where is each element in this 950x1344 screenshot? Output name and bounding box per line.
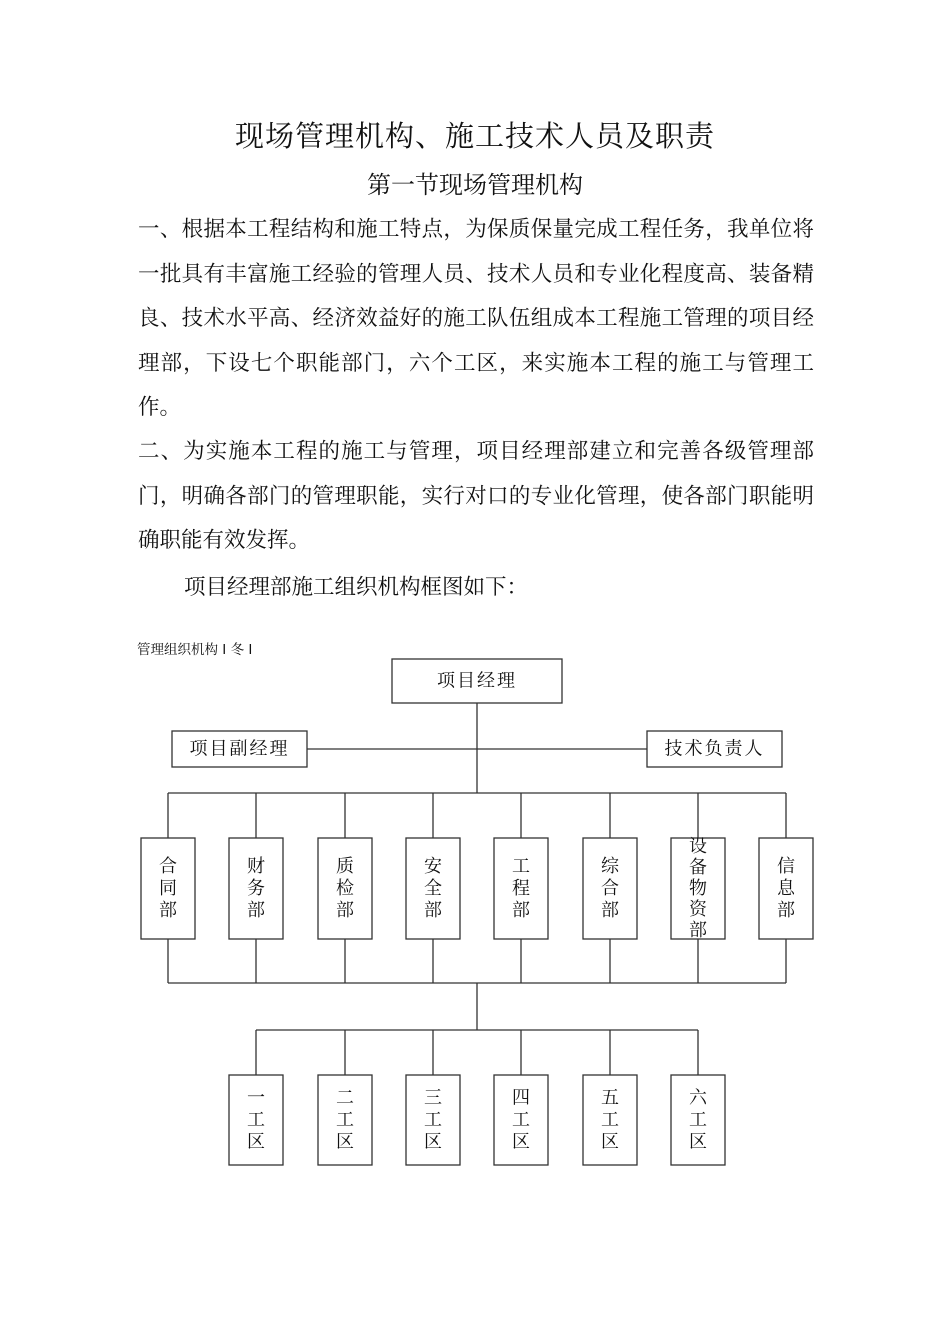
paragraph-1: 一、根据本工程结构和施工特点，为保质保量完成工程任务，我单位将一批具有丰富施工经验的管理人员、技术人员和专业化程度高、装备精良、技术水平高、经济效益好的施工队伍组成本工程施工管理的项目经理部，下设七个职能部门，六个工区，来实施本工程的施工与管理工作。 bbox=[138, 217, 814, 420]
department-label: 综合部 bbox=[601, 856, 619, 921]
work-area-label: 四工区 bbox=[512, 1087, 530, 1153]
work-area-label: 一工区 bbox=[247, 1087, 265, 1153]
department-label: 信息部 bbox=[777, 856, 795, 921]
paragraph-2: 二、为实施本工程的施工与管理，项目经理部建立和完善各级管理部门，明确各部门的管理职能，实行对口的专业化管理，使各部门职能明确职能有效发挥。 bbox=[138, 439, 814, 553]
paragraph-3: 项目经理部施工组织机构框图如下： bbox=[184, 575, 529, 600]
deputy-manager-label: 项目副经理 bbox=[189, 738, 290, 760]
work-area-label: 二工区 bbox=[336, 1087, 354, 1153]
figure-caption: 管理组织机构 I 冬 I bbox=[137, 642, 253, 658]
tech-lead-label: 技术负责人 bbox=[664, 738, 765, 760]
department-label: 合同部 bbox=[159, 856, 177, 921]
department-label: 质检部 bbox=[336, 856, 354, 921]
work-area-label: 三工区 bbox=[424, 1087, 442, 1153]
department-label: 安全部 bbox=[424, 856, 442, 921]
project-manager-label: 项目经理 bbox=[437, 670, 517, 692]
department-label: 财务部 bbox=[247, 856, 265, 921]
work-area-label: 五工区 bbox=[601, 1087, 619, 1153]
document-title: 现场管理机构、施工技术人员及职责 bbox=[234, 119, 715, 153]
department-label: 工程部 bbox=[512, 856, 530, 921]
section-heading: 第一节现场管理机构 bbox=[367, 171, 583, 199]
work-area-label: 六工区 bbox=[689, 1087, 707, 1153]
department-label: 设备物资部 bbox=[689, 836, 707, 941]
